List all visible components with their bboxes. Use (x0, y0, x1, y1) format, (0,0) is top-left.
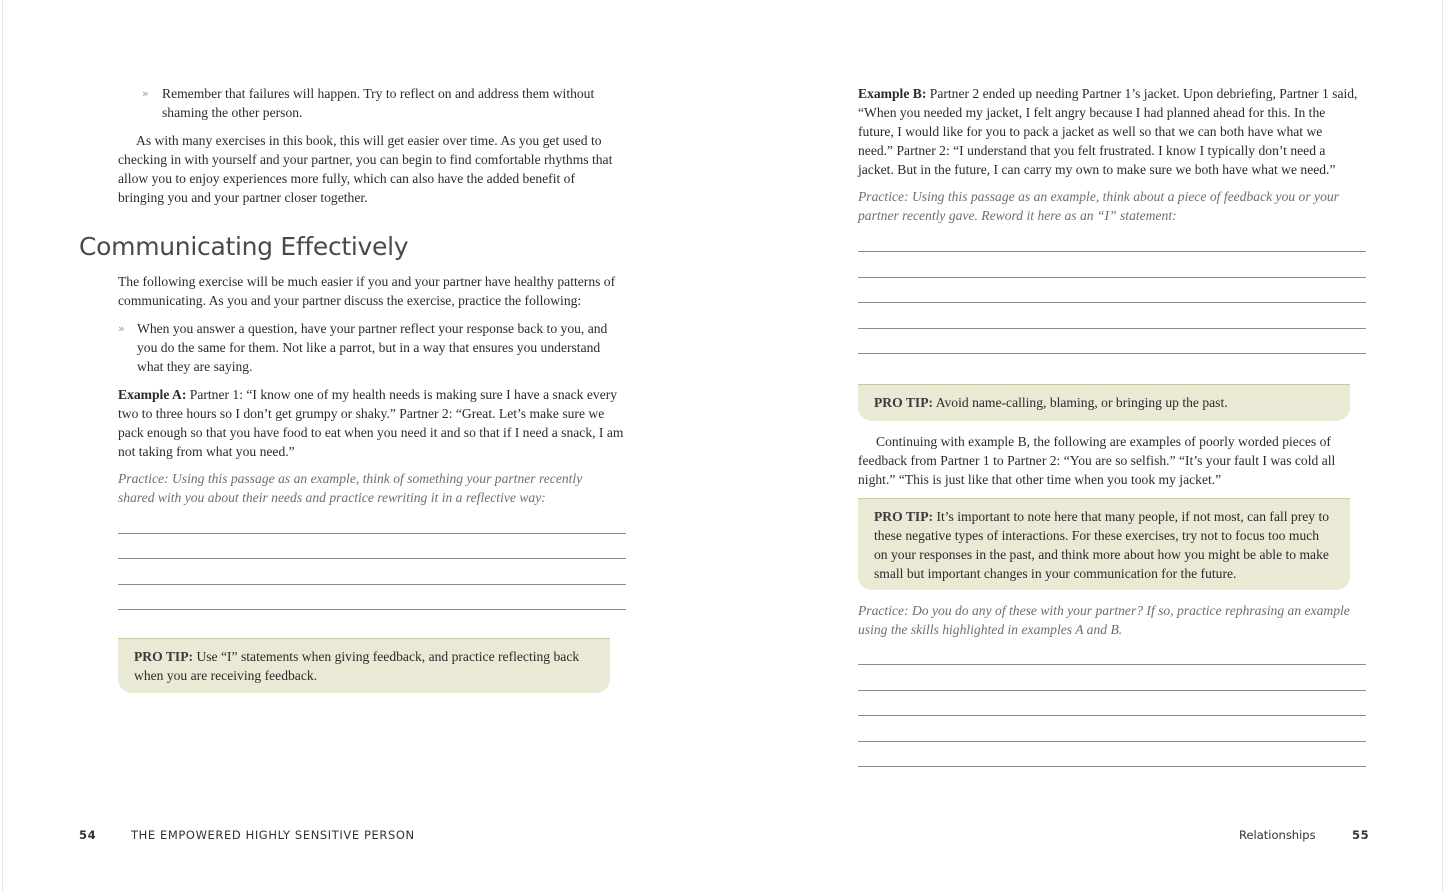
pro-tip-box (858, 498, 1350, 590)
right-page (722, 0, 1445, 891)
writing-line[interactable] (858, 353, 1366, 354)
footer-left (79, 828, 96, 842)
section-heading: Communicating Effectively (79, 232, 409, 261)
writing-line[interactable] (118, 558, 626, 559)
paragraph-continuing-example-b: Continuing with example B, the following are examples of poorly worded pieces of feedback from Partner 1 to Partner 2: “You are so selfish.” “It’s your fault I was cold all night.” “This is just like that other time when you took my jacket.” (858, 434, 1336, 487)
left-page (0, 0, 722, 891)
writing-line[interactable] (858, 766, 1366, 767)
practice-prompt-i-statement: Practice: Using this passage as an example, think about a piece of feedback you or your partner recently gave. Reword it here as an “I” statement: (858, 189, 1339, 223)
writing-line[interactable] (858, 251, 1366, 252)
writing-line[interactable] (858, 664, 1366, 665)
bullet-chevron-icon: » (142, 87, 149, 100)
writing-line[interactable] (118, 609, 626, 610)
writing-line[interactable] (858, 741, 1366, 742)
page-number: 54 (79, 828, 97, 842)
running-title: Relationships (1239, 828, 1316, 842)
practice-prompt-rephrasing: Practice: Do you do any of these with your partner? If so, practice rephrasing an example using the skills highlighted in examples A and B. (858, 603, 1350, 637)
running-title: THE EMPOWERED HIGHLY SENSITIVE PERSON (131, 828, 415, 842)
pro-tip-box (118, 638, 610, 693)
bullet-reflect-response: When you answer a question, have your partner reflect your response back to you, and you do the same for them. Not like a parrot, but in a way that ensures you understand what they are saying. (137, 321, 608, 374)
example-b-label: Example B: (858, 86, 927, 101)
pro-tip-label: PRO TIP: (874, 509, 934, 524)
example-b-text: Partner 2 ended up needing Partner 1’s jacket. Upon debriefing, Partner 1 said, “When you needed my jacket, I felt angry because I had planned ahead for this. In the future, I would like for you to pack a jacket as well so that we can both have what we need.” Partner 2: “I understand that you felt frustrated. I know I typically don’t need a jacket. But in the future, I can carry my own to make sure we both have what we need.” (858, 86, 1358, 177)
writing-line[interactable] (118, 533, 626, 534)
paragraph-easier-over-time: As with many exercises in this book, this will get easier over time. As you get used to checking in with yourself and your partner, you can begin to find comfortable rhythms that allow you to enjoy experiences more fully, which can also have the added benefit of bringing you and your partner closer together. (118, 133, 613, 205)
writing-line[interactable] (118, 584, 626, 585)
pro-tip-label: PRO TIP: (134, 649, 194, 664)
example-a-label: Example A: (118, 387, 187, 402)
writing-line[interactable] (858, 302, 1366, 303)
writing-line[interactable] (858, 328, 1366, 329)
writing-line[interactable] (858, 690, 1366, 691)
pro-tip-text: Avoid name-calling, blaming, or bringing up the past. (933, 395, 1228, 410)
bullet-failures: Remember that failures will happen. Try to reflect on and address them without shaming the other person. (162, 86, 595, 120)
practice-prompt-reflective: Practice: Using this passage as an example, think of something your partner recently shared with you about their needs and practice rewriting it in a reflective way: (118, 471, 583, 505)
example-a (118, 385, 628, 461)
writing-line[interactable] (858, 715, 1366, 716)
pro-tip-text: Use “I” statements when giving feedback, and practice reflecting back when you are receiving feedback. (134, 649, 580, 683)
page-number: 55 (1352, 828, 1370, 842)
bullet-chevron-icon: » (118, 322, 125, 335)
writing-line[interactable] (858, 277, 1366, 278)
pro-tip-label: PRO TIP: (874, 395, 934, 410)
example-a-text: Partner 1: “I know one of my health needs is making sure I have a snack every two to three hours so I don’t get grumpy or shaky.” Partner 2: “Great. Let’s make sure we pack enough so that you have food to eat when you need it and so that if I need a snack, I am not taking from what you need.” (118, 387, 624, 459)
paragraph-following-exercise: The following exercise will be much easier if you and your partner have healthy patterns of communicating. As you and your partner discuss the exercise, practice the following: (118, 274, 616, 308)
pro-tip-text: It’s important to note here that many people, if not most, can fall prey to these negative types of interactions. For these exercises, try not to focus too much on your responses in the past, and think more about how you might be able to make small but important changes in your communication for the future. (874, 509, 1330, 581)
footer-right (1352, 828, 1369, 842)
pro-tip-box (858, 384, 1350, 421)
example-b (858, 84, 1358, 179)
